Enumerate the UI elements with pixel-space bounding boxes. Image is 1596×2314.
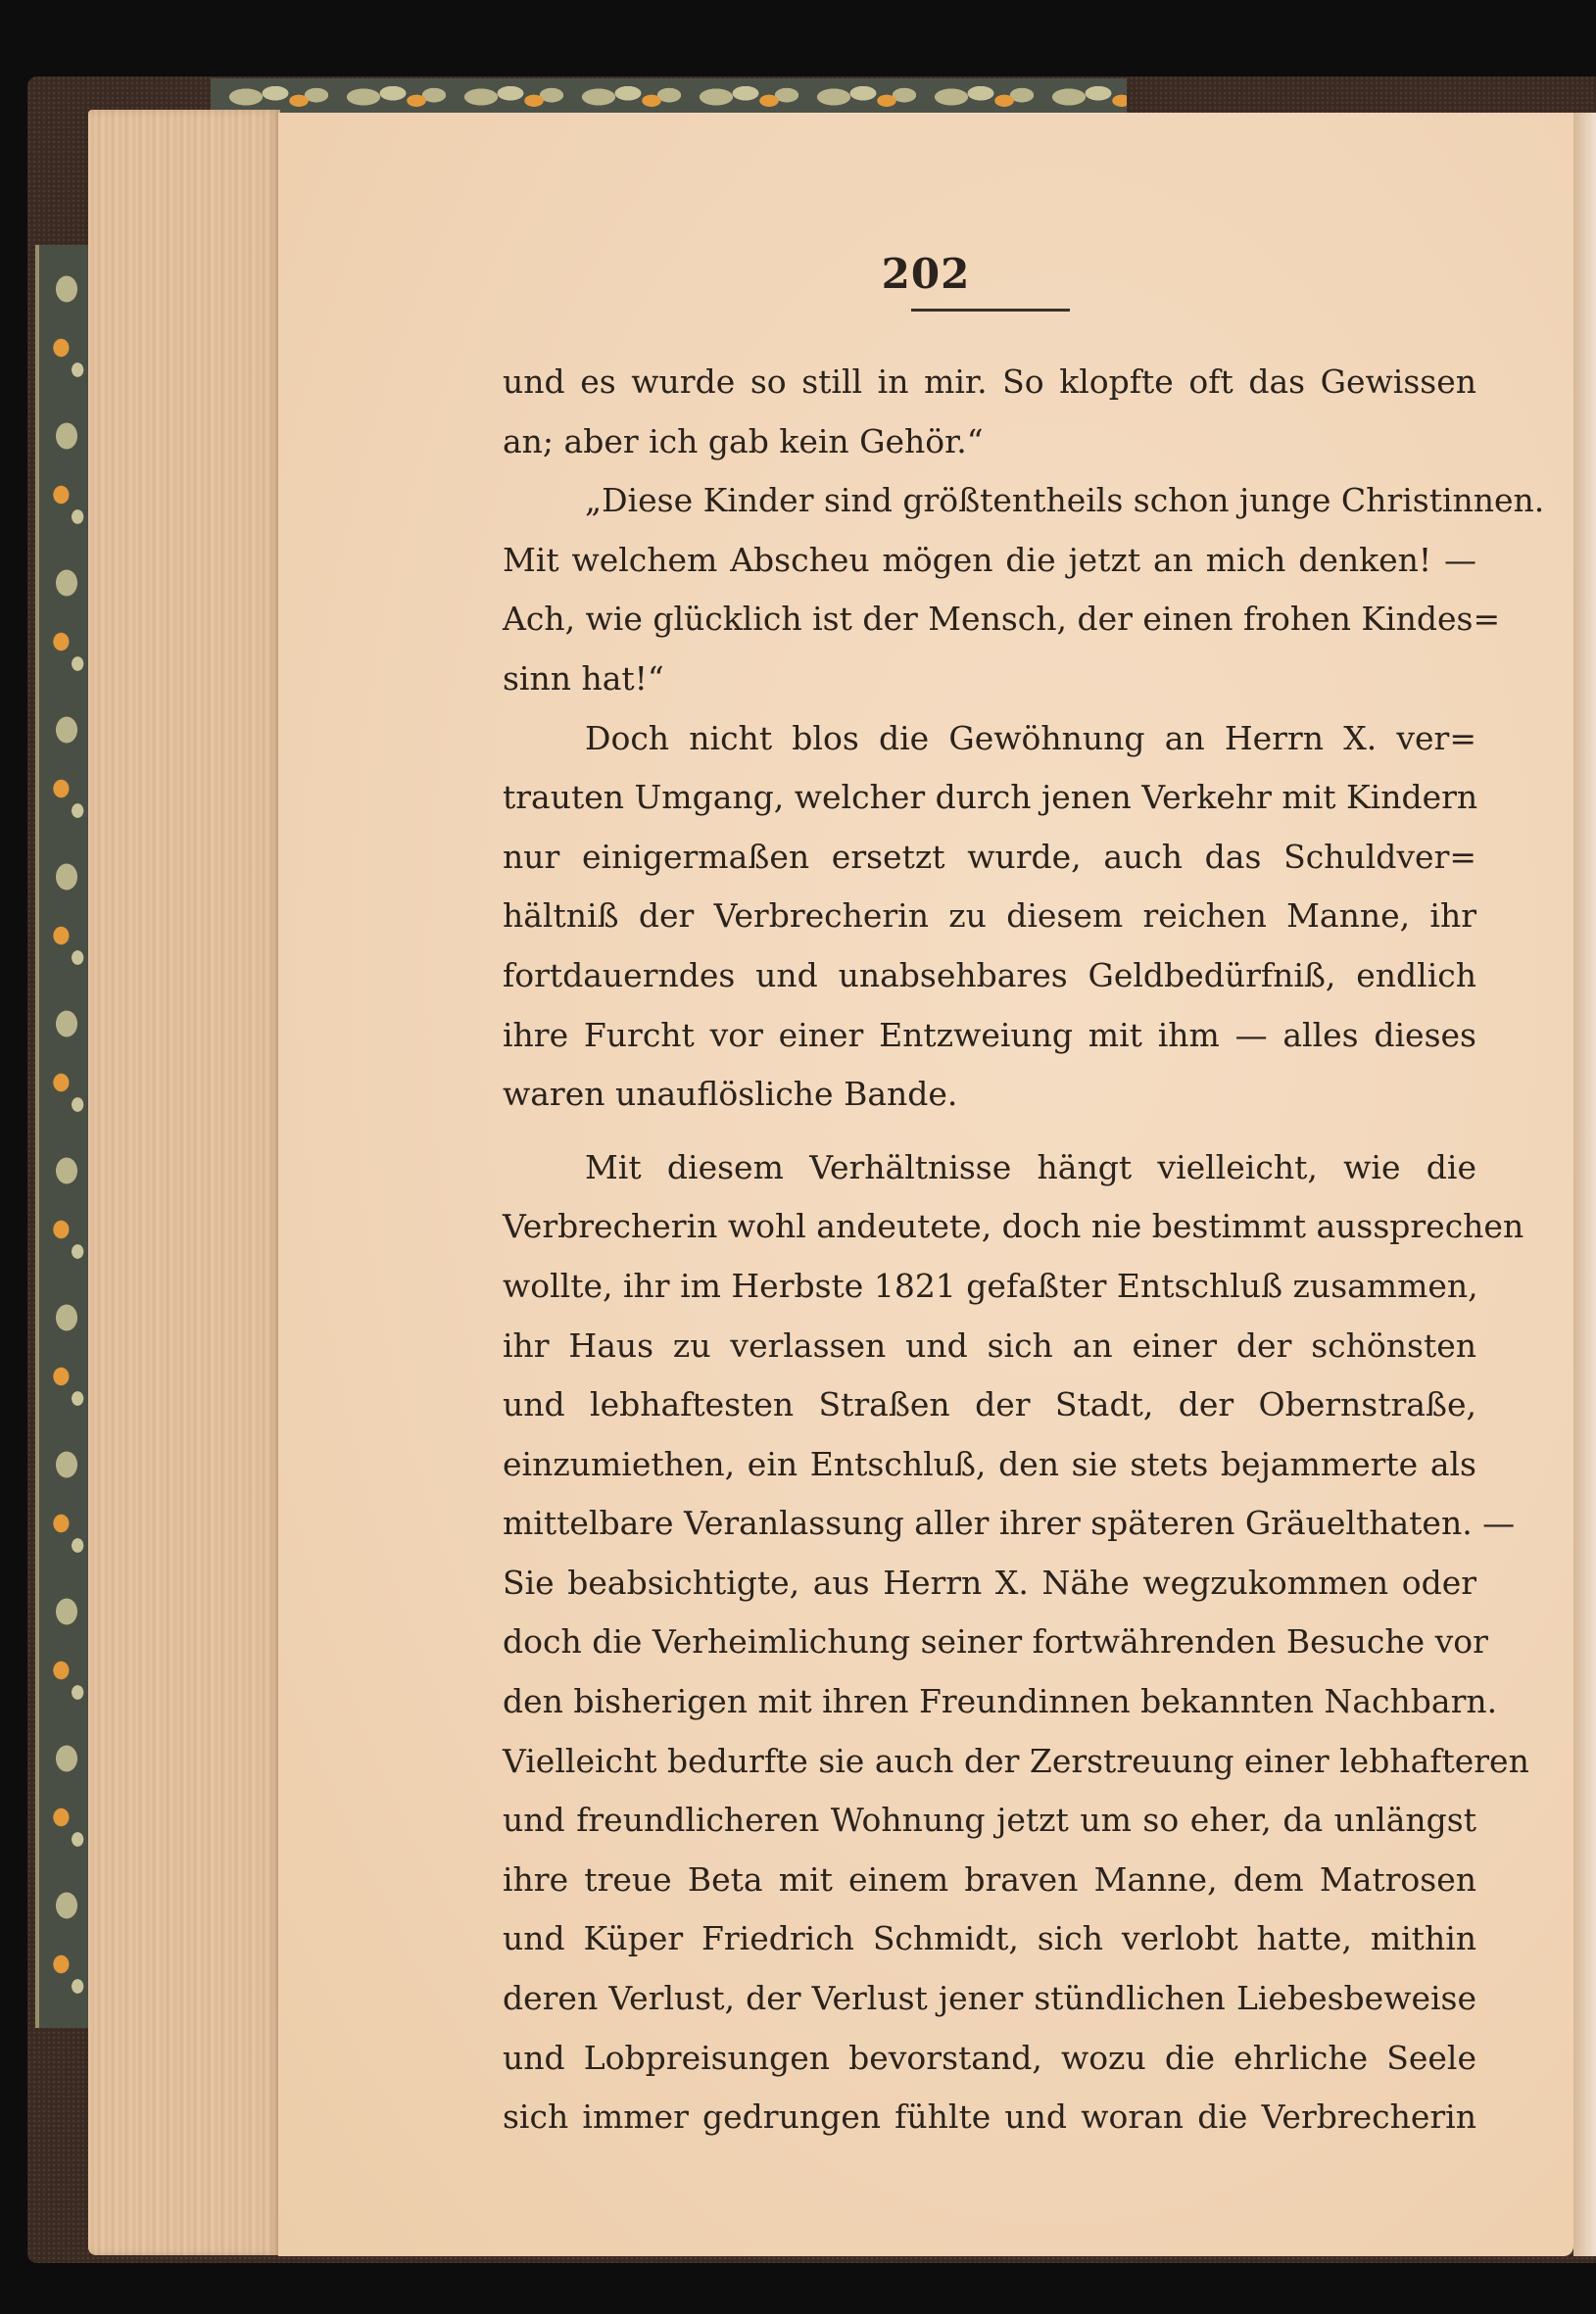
text-line: deren Verlust, der Verlust jener stündlichen Liebesbeweise [503,1979,1476,2018]
text-line: wollte, ihr im Herbste 1821 gefaßter Entschluß zusammen, [503,1266,1478,1305]
text-line: den bisherigen mit ihren Freundinnen bekannten Nachbarn. [503,1682,1498,1721]
header-rule [911,309,1070,312]
text-line: ihr Haus zu verlassen und sich an einer der schönsten [503,1326,1476,1365]
page-number: 202 [881,250,971,298]
text-line: Doch nicht blos die Gewöhnung an Herrn X. ver= [585,718,1476,757]
text-line: mittelbare Veranlassung aller ihrer späteren Gräuelthaten. — [503,1504,1516,1543]
paragraph [503,1138,1529,2147]
text-line: hältniß der Verbrecherin zu diesem reichen Manne, ihr [503,896,1476,936]
text-line: und Lobpreisungen bevorstand, wozu die ehrliche Seele [503,2038,1476,2077]
paragraph [503,709,1476,1125]
paragraph [503,471,1545,708]
text-line: ihre treue Beta mit einem braven Manne, dem Matrosen [503,1859,1476,1899]
text-line: und freundlicheren Wohnung jetzt um so eher, da unlängst [503,1801,1476,1840]
text-line: und es wurde so still in mir. So klopfte oft das Gewissen [503,362,1476,401]
text-line: sinn hat!“ [503,658,664,698]
text-line: doch die Verheimlichung seiner fortwährenden Besuche vor [503,1622,1488,1662]
text-line: nur einigermaßen ersetzt wurde, auch das Schuldver= [503,837,1476,876]
page-gutter-edge [1573,113,1596,2256]
text-line: an; aber ich gab kein Gehör.“ [503,421,984,460]
text-line: und lebhaftesten Straßen der Stadt, der Obernstraße, [503,1385,1476,1424]
paragraph [503,353,1476,471]
marbled-endpaper-left [35,245,94,2028]
text-line: und Küper Friedrich Schmidt, sich verlobt hatte, mithin [503,1919,1476,1958]
paragraph-gap [503,1125,1476,1138]
text-line: Sie beabsichtigte, aus Herrn X. Nähe wegzukommen oder [503,1563,1476,1602]
text-line: „Diese Kinder sind größtentheils schon junge Christinnen. [585,481,1545,520]
text-line: Ach, wie glücklich ist der Mensch, der einen frohen Kindes= [503,600,1501,639]
text-line: Mit diesem Verhältnisse hängt vielleicht, wie die [585,1147,1476,1186]
book-page [278,113,1573,2256]
text-line: Verbrecherin wohl andeutete, doch nie bestimmt aussprechen [503,1207,1524,1246]
text-line: trauten Umgang, welcher durch jenen Verkehr mit Kindern [503,778,1478,817]
text-line: sich immer gedrungen fühlte und woran die Verbrecherin [503,2097,1476,2137]
text-line: Mit welchem Abscheu mögen die jetzt an mich denken! — [503,540,1476,579]
text-line: einzumiethen, ein Entschluß, den sie stets bejammerte als [503,1444,1476,1483]
text-line: waren unauflösliche Bande. [503,1075,958,1114]
page-stack-edge [88,110,280,2255]
text-line: Vielleicht bedurfte sie auch der Zerstreuung einer lebhafteren [503,1741,1529,1780]
body-text [503,353,1545,2147]
text-line: ihre Furcht vor einer Entzweiung mit ihm — alles dieses [503,1015,1476,1054]
text-line: fortdauerndes und unabsehbares Geldbedürfniß, endlich [503,955,1476,994]
marbled-endpaper-top [211,78,1127,116]
